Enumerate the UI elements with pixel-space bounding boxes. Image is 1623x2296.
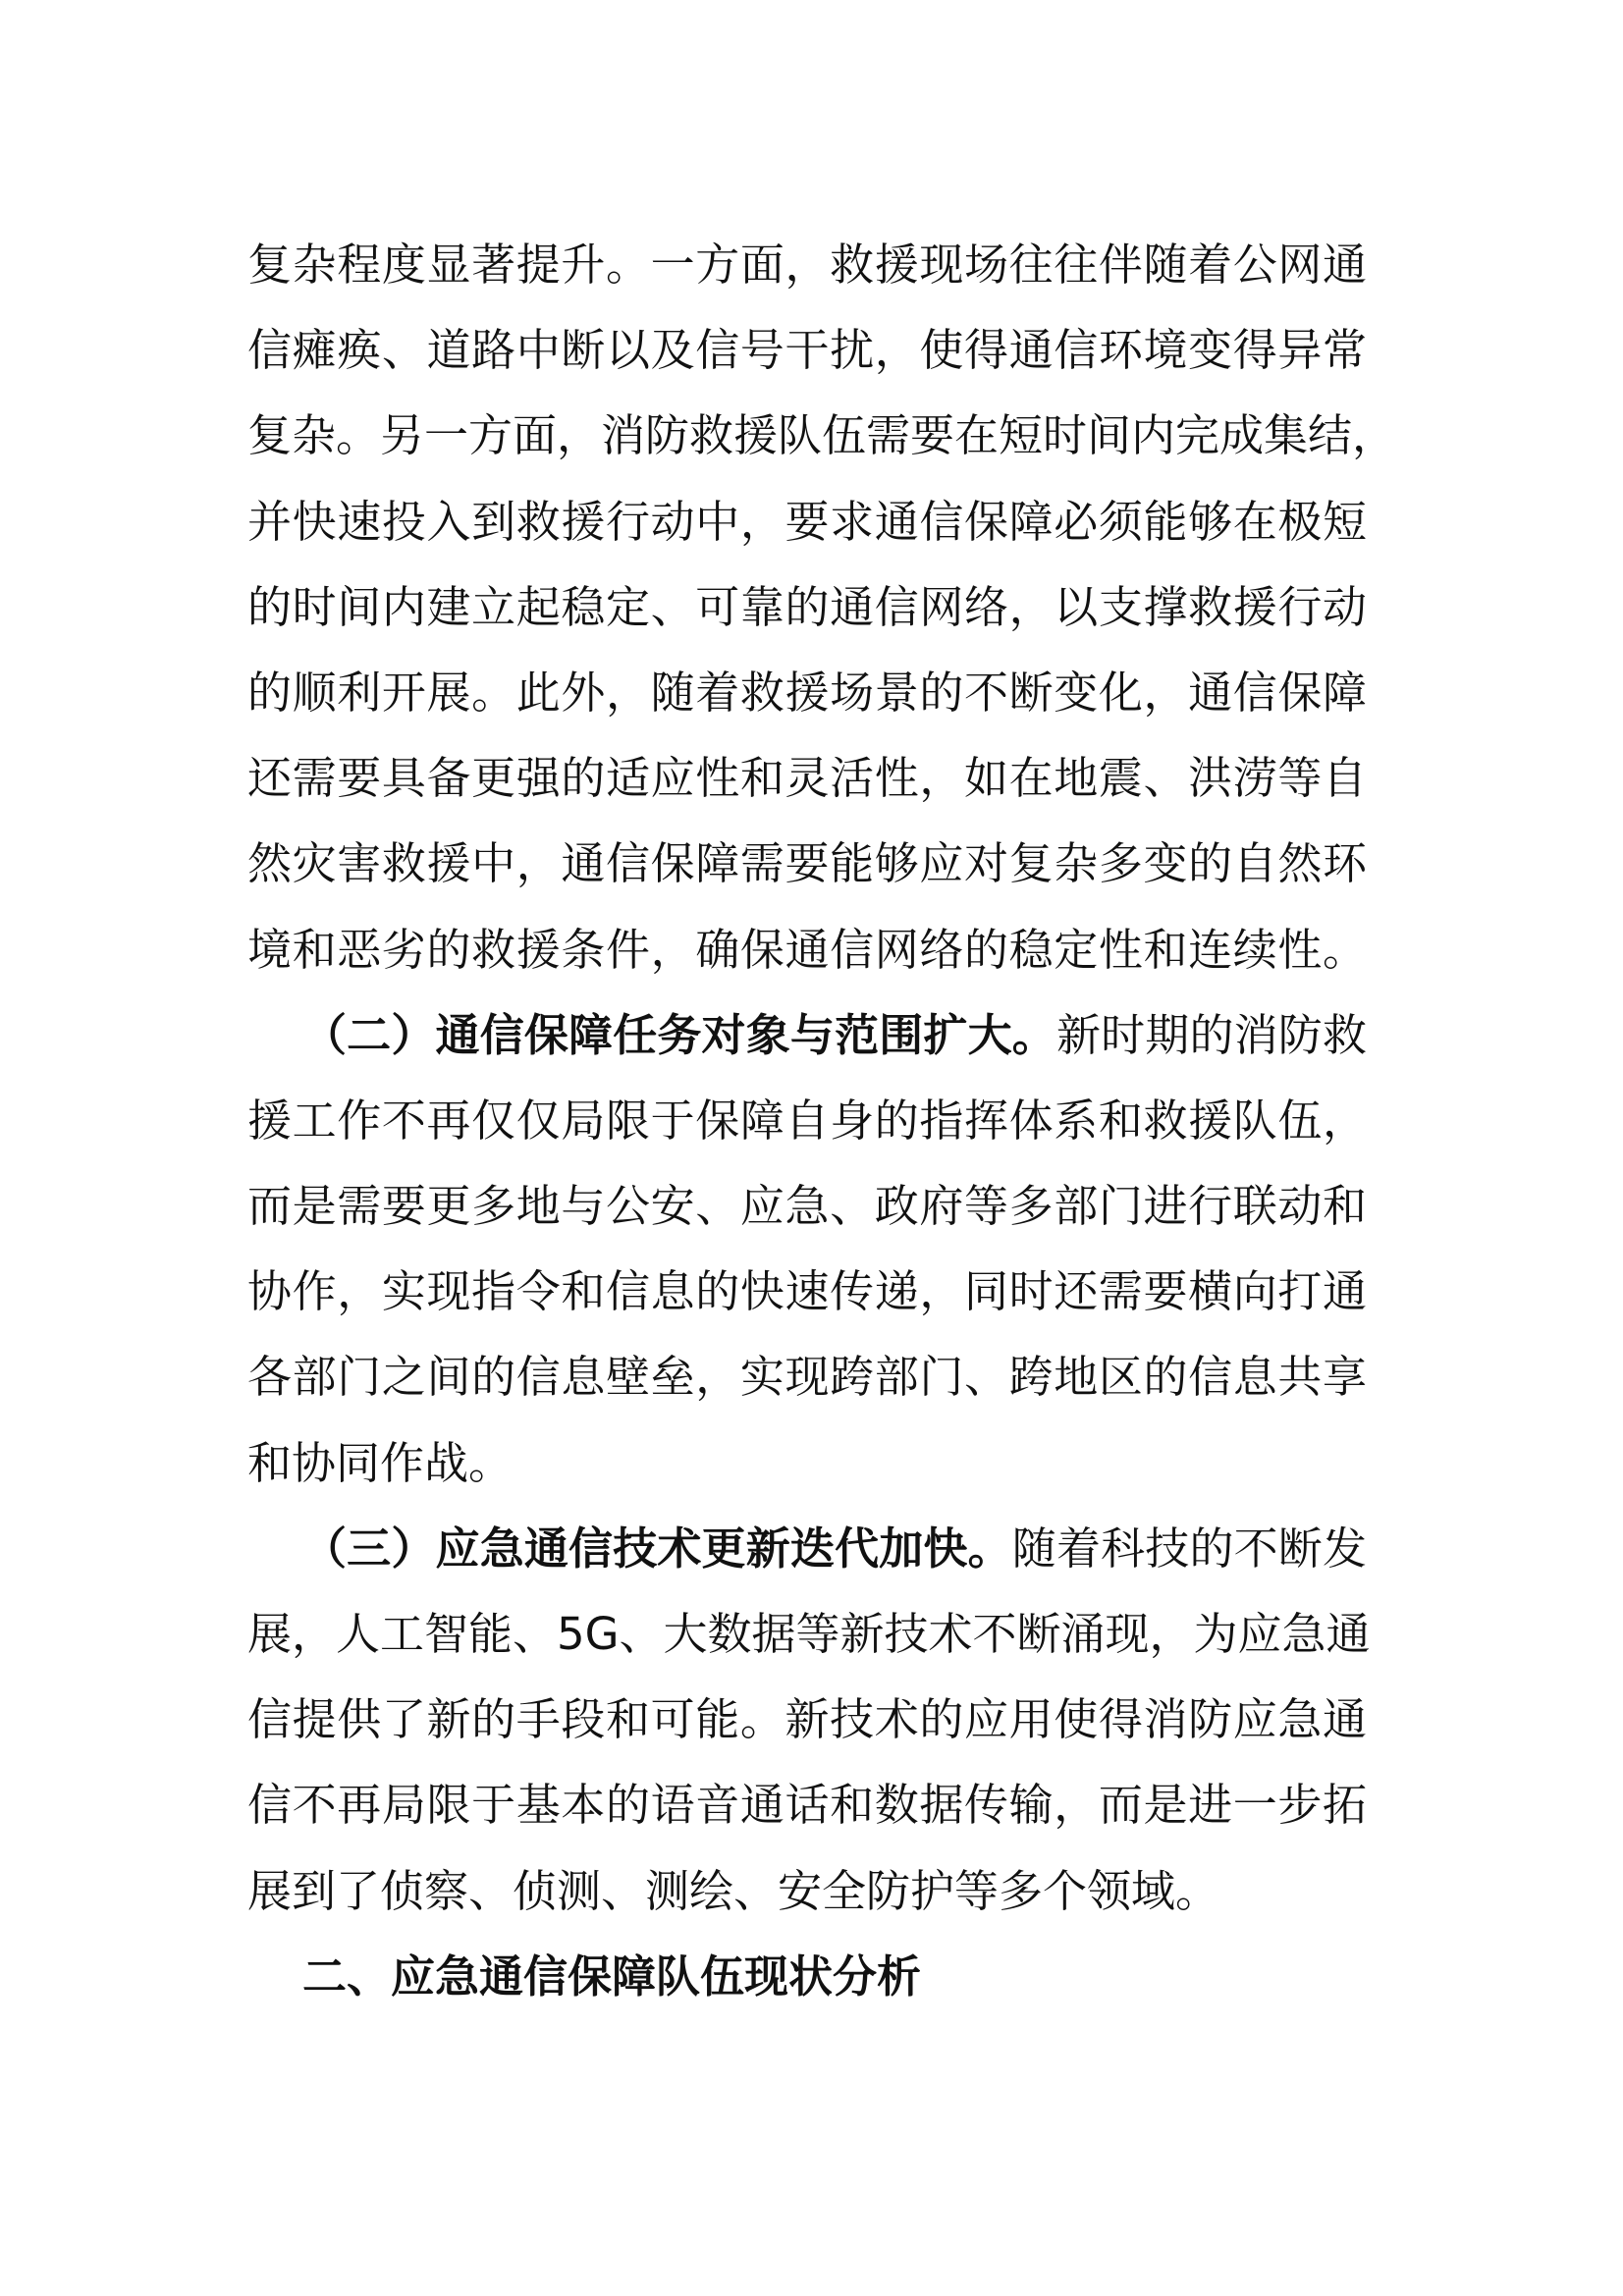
section-heading: 二、应急通信保障队伍现状分析 bbox=[302, 1949, 922, 2002]
text-line: 然灾害救援中，通信保障需要能够应对复杂多变的自然环 bbox=[247, 837, 1367, 890]
text-line: 境和恶劣的救援条件，确保通信网络的稳定性和连续性。 bbox=[247, 923, 1367, 976]
text-line: 展到了侦察、侦测、测绘、安全防护等多个领域。 bbox=[247, 1864, 1220, 1917]
text-line: 而是需要更多地与公安、应急、政府等多部门进行联动和 bbox=[247, 1180, 1367, 1233]
text-line bbox=[247, 1506, 1367, 1591]
subheading: （三）应急通信技术更新迭代加快。 bbox=[302, 1522, 1012, 1575]
text-line: 复杂程度显著提升。一方面，救援现场往往伴随着公网通 bbox=[247, 239, 1367, 291]
paragraph-challenges bbox=[247, 222, 1397, 992]
text-line: 还需要具备更强的适应性和灵活性，如在地震、洪涝等自 bbox=[247, 752, 1367, 805]
text-line: 信瘫痪、道路中断以及信号干扰，使得通信环境变得异常 bbox=[247, 324, 1367, 377]
text-line: 和协同作战。 bbox=[247, 1436, 514, 1489]
text-line: 展，人工智能、5G、大数据等新技术不断涌现，为应急通 bbox=[247, 1608, 1371, 1660]
paragraph-scope-expansion bbox=[247, 992, 1367, 1506]
subheading: （二）通信保障任务对象与范围扩大。 bbox=[302, 1008, 1056, 1061]
text-run: 随着科技的不断发 bbox=[1011, 1522, 1367, 1575]
paragraph-tech-iteration bbox=[247, 1506, 1371, 1934]
text-line: 复杂。另一方面，消防救援队伍需要在短时间内完成集结， bbox=[247, 409, 1397, 462]
text-line: 信不再局限于基本的语音通话和数据传输，而是进一步拓 bbox=[247, 1779, 1367, 1832]
text-line: 信提供了新的手段和可能。新技术的应用使得消防应急通 bbox=[247, 1693, 1367, 1746]
text-line: 援工作不再仅仅局限于保障自身的指挥体系和救援队伍， bbox=[247, 1094, 1367, 1147]
text-line: 的顺利开展。此外，随着救援场景的不断变化，通信保障 bbox=[247, 666, 1367, 719]
text-line: 的时间内建立起稳定、可靠的通信网络，以支撑救援行动 bbox=[247, 580, 1367, 633]
document-page bbox=[247, 222, 1397, 2019]
text-line: 并快速投入到救援行动中，要求通信保障必须能够在极短 bbox=[247, 495, 1367, 548]
text-line: 各部门之间的信息壁垒，实现跨部门、跨地区的信息共享 bbox=[247, 1351, 1367, 1404]
text-run: 新时期的消防救 bbox=[1055, 1008, 1367, 1061]
text-line bbox=[247, 992, 1367, 1078]
text-line: 协作，实现指令和信息的快速传递，同时还需要横向打通 bbox=[247, 1265, 1367, 1318]
